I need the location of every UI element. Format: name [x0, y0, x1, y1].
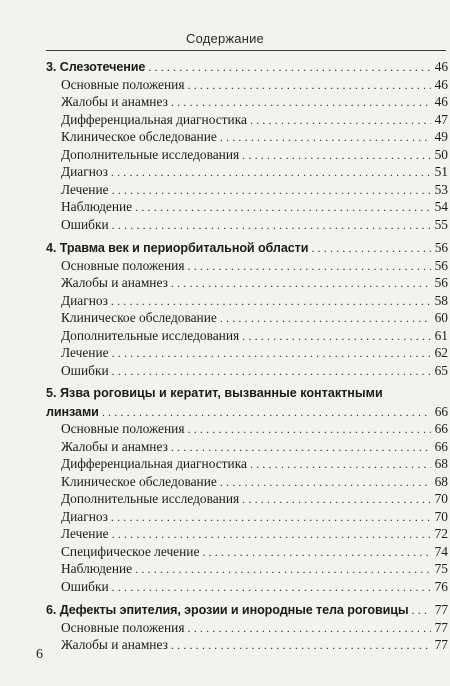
entry-page: 47: [434, 111, 448, 127]
chapter-page: 66: [434, 403, 448, 419]
entry-page: 74: [434, 543, 448, 559]
entry-label: Диагноз: [61, 508, 108, 524]
toc-entry[interactable]: [46, 257, 448, 275]
toc-entry[interactable]: [46, 578, 448, 596]
entry-page: 72: [434, 526, 448, 541]
toc-section-6: [46, 601, 448, 654]
dot-leader: [171, 275, 431, 293]
entry-label: Диагноз: [61, 292, 108, 308]
entry-page: 54: [434, 199, 448, 214]
entry-page: 62: [434, 345, 448, 360]
chapter-title-line-2: линзами: [46, 404, 99, 419]
entry-label: Ошибки: [61, 216, 109, 232]
toc-entry[interactable]: [46, 619, 448, 637]
dot-leader: [112, 579, 431, 597]
chapter-page: 56: [434, 240, 448, 255]
dot-leader: [242, 491, 431, 509]
chapter-title: 3. Слезотечение: [46, 60, 146, 74]
entry-label: Дифференциальная диагностика: [61, 111, 247, 127]
header-rule: [46, 50, 446, 51]
entry-page: 56: [434, 275, 448, 290]
dot-leader: [188, 258, 432, 276]
dot-leader: [102, 404, 431, 422]
entry-page: 46: [434, 94, 448, 109]
toc-entry[interactable]: [46, 438, 448, 456]
entry-label: Ошибки: [61, 578, 109, 594]
entry-label: Лечение: [61, 345, 109, 360]
toc-chapter-entry[interactable]: [46, 601, 448, 619]
toc-entry[interactable]: [46, 525, 448, 543]
toc-section-4: [46, 239, 448, 379]
dot-leader: [111, 509, 431, 527]
toc-entry[interactable]: [46, 362, 448, 380]
entry-label: Дополнительные исследования: [61, 146, 240, 162]
dot-leader: [188, 421, 432, 439]
entry-page: 49: [434, 129, 448, 144]
entry-page: 66: [434, 438, 448, 454]
dot-leader: [202, 544, 431, 562]
toc-entry[interactable]: [46, 560, 448, 578]
entry-label: Дополнительные исследования: [61, 327, 240, 343]
dot-leader: [135, 199, 431, 217]
entry-page: 55: [434, 216, 448, 232]
entry-page: 75: [434, 561, 448, 576]
toc-section-5: [46, 385, 448, 595]
dot-leader: [171, 439, 431, 457]
entry-page: 77: [434, 619, 448, 635]
toc-entry[interactable]: [46, 216, 448, 234]
dot-leader: [171, 637, 431, 655]
entry-page: 53: [434, 181, 448, 197]
chapter-title: 6. Дефекты эпителия, эрозии и инородные тела роговицы: [46, 603, 409, 617]
dot-leader: [242, 328, 431, 346]
entry-label: Лечение: [61, 181, 109, 197]
toc-entry[interactable]: [46, 274, 448, 292]
entry-label: Наблюдение: [61, 561, 133, 576]
entry-page: 77: [434, 637, 448, 652]
dot-leader: [112, 363, 431, 381]
dot-leader: [250, 456, 431, 474]
toc-entry[interactable]: [46, 93, 448, 111]
entry-page: 70: [434, 508, 448, 524]
entry-label: Лечение: [61, 526, 109, 541]
toc-entry[interactable]: [46, 146, 448, 164]
dot-leader: [112, 345, 431, 363]
toc-entry[interactable]: [46, 292, 448, 310]
entry-label: Основные положения: [61, 619, 185, 635]
dot-leader: [220, 474, 431, 492]
entry-page: 76: [434, 578, 448, 594]
entry-page: 65: [434, 362, 448, 378]
toc-entry[interactable]: [46, 111, 448, 129]
toc-entry[interactable]: [46, 473, 448, 491]
entry-label: Основные положения: [61, 257, 185, 273]
dot-leader: [112, 526, 431, 544]
entry-page: 68: [434, 473, 448, 489]
entry-label: Специфическое лечение: [61, 543, 200, 559]
entry-page: 60: [434, 310, 448, 325]
entry-label: Ошибки: [61, 362, 109, 378]
dot-leader: [220, 129, 431, 147]
entry-label: Жалобы и анамнез: [61, 275, 168, 290]
dot-leader: [250, 112, 431, 130]
entry-label: Жалобы и анамнез: [61, 637, 168, 652]
toc-entry[interactable]: [46, 309, 448, 327]
toc-entry[interactable]: [46, 128, 448, 146]
toc-chapter-entry[interactable]: [46, 239, 448, 257]
entry-page: 51: [434, 164, 448, 179]
entry-label: Клиническое обследование: [61, 310, 217, 325]
toc-entry[interactable]: [46, 344, 448, 362]
toc-entry[interactable]: [46, 508, 448, 526]
dot-leader: [220, 310, 431, 328]
dot-leader: [412, 602, 431, 620]
entry-label: Клиническое обследование: [61, 129, 217, 144]
entry-page: 56: [434, 257, 448, 273]
dot-leader: [135, 561, 431, 579]
entry-label: Основные положения: [61, 76, 185, 92]
dot-leader: [111, 293, 431, 311]
toc-entry[interactable]: [46, 490, 448, 508]
dot-leader: [242, 147, 431, 165]
entry-label: Клиническое обследование: [61, 473, 217, 489]
chapter-page: 46: [434, 59, 448, 74]
toc-entry[interactable]: [46, 198, 448, 216]
toc-chapter-entry[interactable]: [46, 58, 448, 76]
chapter-page: 77: [434, 602, 448, 617]
dot-leader: [112, 217, 431, 235]
chapter-title: 4. Травма век и периорбитальной области: [46, 241, 309, 255]
chapter-title-line-1[interactable]: 5. Язва роговицы и кератит, вызванные контактными: [46, 386, 383, 400]
toc-entry[interactable]: [46, 636, 448, 654]
entry-page: 66: [434, 421, 448, 436]
toc-entry[interactable]: [46, 181, 448, 199]
entry-label: Жалобы и анамнез: [61, 438, 168, 454]
entry-page: 61: [434, 327, 448, 343]
entry-label: Жалобы и анамнез: [61, 94, 168, 109]
entry-label: Дополнительные исследования: [61, 491, 240, 506]
dot-leader: [188, 620, 432, 638]
entry-label: Дифференциальная диагностика: [61, 456, 247, 471]
toc-entry[interactable]: [46, 455, 448, 473]
dot-leader: [311, 240, 431, 258]
toc-chapter-entry[interactable]: [46, 403, 448, 421]
toc-entry[interactable]: [46, 76, 448, 94]
dot-leader: [111, 164, 431, 182]
dot-leader: [188, 77, 432, 95]
table-of-contents: [46, 58, 448, 654]
entry-page: 70: [434, 491, 448, 506]
entry-label: Основные положения: [61, 421, 185, 436]
dot-leader: [148, 59, 431, 77]
entry-label: Наблюдение: [61, 199, 133, 214]
entry-page: 50: [434, 146, 448, 162]
page-number: 6: [36, 647, 43, 662]
running-header: Содержание: [186, 31, 264, 46]
toc-entry[interactable]: [46, 420, 448, 438]
toc-entry[interactable]: [46, 327, 448, 345]
toc-entry[interactable]: [46, 163, 448, 181]
dot-leader: [112, 182, 431, 200]
toc-section-3: [46, 58, 448, 233]
entry-page: 46: [434, 76, 448, 92]
entry-label: Диагноз: [61, 164, 108, 179]
entry-page: 68: [434, 456, 448, 471]
entry-page: 58: [434, 292, 448, 308]
dot-leader: [171, 94, 431, 112]
toc-entry[interactable]: [46, 543, 448, 561]
